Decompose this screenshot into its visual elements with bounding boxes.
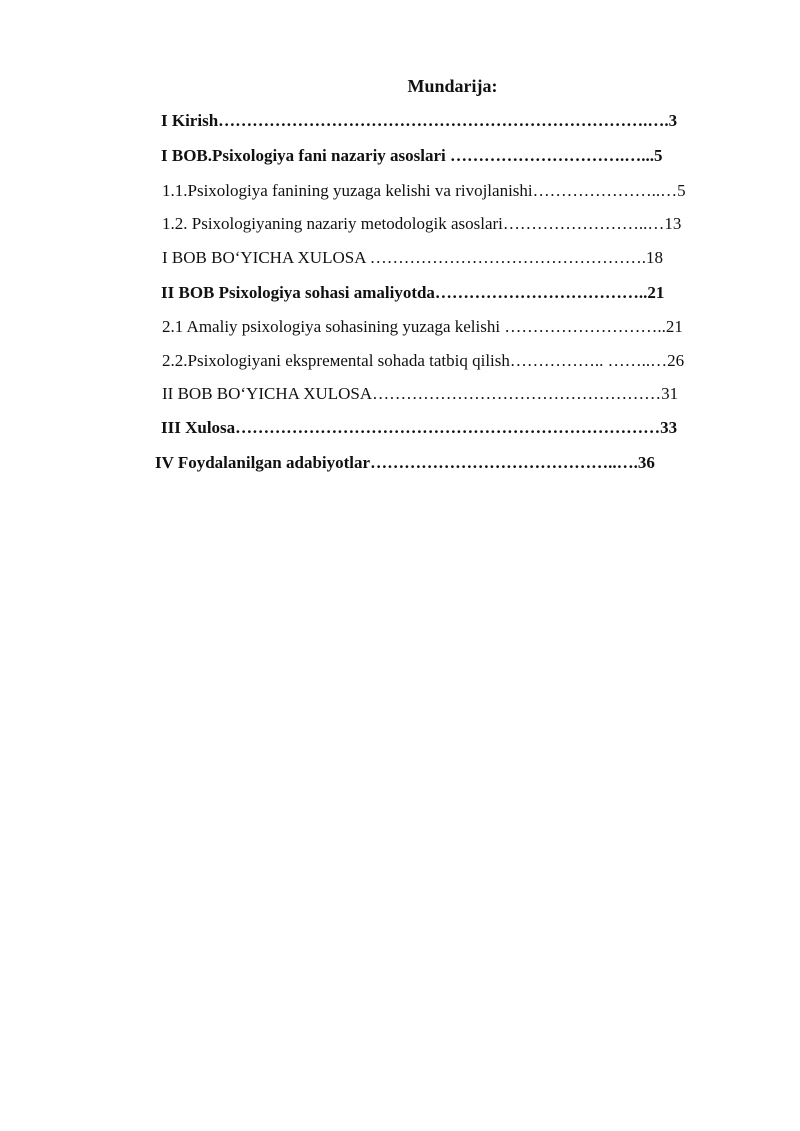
toc-entry-section-1-2: 1.2. Psixologiyaning nazariy metodologik asoslari……………………..…13 [162,214,682,233]
toc-entry-chapter-2: II BOB Psixologiya sohasi amaliyotda………………………………..21 [161,283,665,302]
page-title: Mundarija: [407,76,498,96]
toc-entry-section-1-1: 1.1.Psixologiya fanining yuzaga kelishi va rivojlanishi…………………..…5 [162,181,686,200]
toc-entry-chapter-1: I BOB.Psixologiya fani nazariy asoslari ………………………….…...5 [161,146,663,165]
toc-entry-xulosa: III Xulosa…………………………………………………………………33 [161,418,678,437]
toc-entry-chapter-2-conclusion: II BOB BO‘YICHA XULOSA……………………………………………31 [162,384,679,403]
toc-entry-section-2-2: 2.2.Psixologiyani eksprемental sohada tatbiq qilish…………….. ……..…26 [162,351,685,370]
toc-entry-references: IV Foydalanilgan adabiyotlar……………………………………..….36 [155,453,655,472]
toc-entry-kirish: I Kirish………………………………………………………………….….3 [161,111,678,130]
toc-entry-chapter-1-conclusion: I BOB BO‘YICHA XULOSA ………………………………………….18 [162,248,664,267]
toc-entry-section-2-1: 2.1 Amaliy psixologiya sohasining yuzaga kelishi ………………………..21 [162,317,683,336]
